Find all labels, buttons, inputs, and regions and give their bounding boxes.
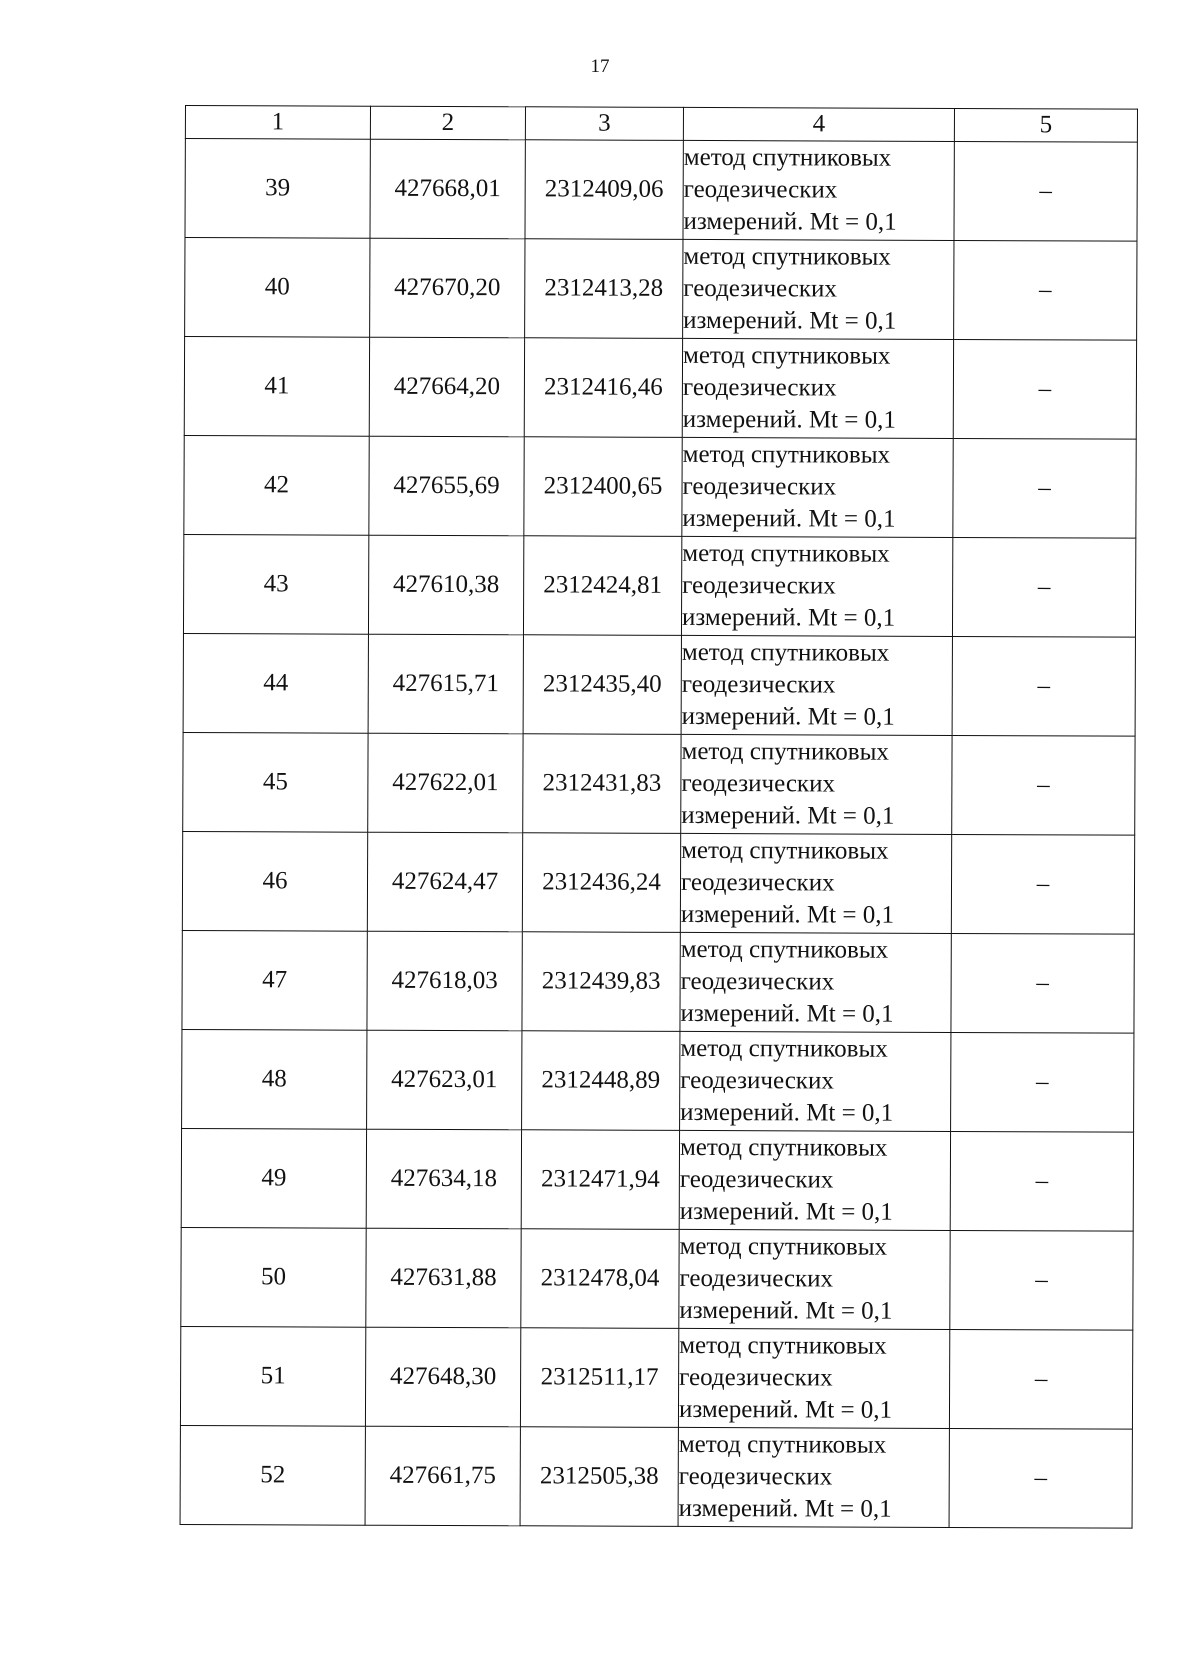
description-cell: – [953,438,1136,538]
description-cell: – [949,1428,1132,1528]
x-coordinate-cell: 427631,88 [366,1228,521,1328]
method-cell [678,1427,949,1527]
method-cell [680,932,951,1032]
x-coordinate-cell: 427668,01 [370,139,525,239]
page-number: 17 [590,56,610,77]
method-line: измерений. Mt = 0,1 [678,1395,893,1424]
description-cell: – [953,339,1136,439]
column-header-4: 4 [683,107,954,141]
table-row [183,732,1135,835]
description-cell: – [950,1131,1133,1231]
method-cell [679,1229,950,1329]
y-coordinate-cell: 2312435,40 [523,635,681,735]
method-line: метод спутниковых [679,1133,888,1162]
method-line: геодезических [679,1363,833,1392]
point-number-cell: 43 [183,534,368,634]
x-coordinate-cell: 427670,20 [370,238,525,338]
description-cell: – [951,933,1134,1033]
point-number-cell: 41 [184,337,369,437]
method-line: измерений. Mt = 0,1 [682,405,896,434]
point-number-cell: 51 [180,1326,365,1426]
x-coordinate-cell: 427664,20 [369,337,524,437]
method-line: метод спутниковых [681,638,890,667]
y-coordinate-cell: 2312505,38 [520,1427,678,1527]
description-cell: – [951,1032,1134,1132]
y-coordinate-cell: 2312478,04 [521,1229,679,1329]
method-line: измерений. Mt = 0,1 [682,504,896,533]
method-line: геодезических [678,1462,833,1491]
method-cell [681,536,952,636]
method-line: метод спутниковых [680,935,889,964]
method-line: геодезических [679,1264,834,1293]
table-row [180,1326,1132,1429]
point-number-cell: 52 [180,1425,365,1525]
method-line: метод спутниковых [680,1034,888,1063]
description-cell: – [952,537,1135,637]
x-coordinate-cell: 427634,18 [366,1129,521,1229]
method-cell [680,833,951,933]
table-row [185,238,1137,341]
table-row [183,633,1135,736]
method-line: метод спутниковых [679,1232,888,1261]
point-number-cell: 39 [185,139,370,239]
method-cell [678,1328,949,1428]
table-row [183,534,1135,637]
x-coordinate-cell: 427655,69 [369,436,524,536]
description-cell: – [951,834,1134,934]
method-line: измерений. Mt = 0,1 [679,1296,893,1325]
method-line: измерений. Mt = 0,1 [683,306,897,335]
point-number-cell: 42 [184,435,369,535]
y-coordinate-cell: 2312471,94 [521,1130,679,1230]
method-line: метод спутниковых [678,1430,887,1459]
y-coordinate-cell: 2312409,06 [525,140,683,240]
x-coordinate-cell: 427661,75 [365,1426,520,1526]
point-number-cell: 49 [181,1128,366,1228]
y-coordinate-cell: 2312436,24 [522,833,680,933]
method-cell [682,437,953,537]
method-line: измерений. Mt = 0,1 [680,999,894,1028]
method-line: измерений. Mt = 0,1 [683,207,897,236]
x-coordinate-cell: 427623,01 [367,1030,522,1130]
method-line: метод спутниковых [682,539,890,568]
description-cell: – [954,141,1137,241]
y-coordinate-cell: 2312413,28 [525,239,683,339]
description-cell: – [949,1329,1132,1429]
method-line: метод спутниковых [682,440,891,469]
table-row [181,1227,1133,1330]
method-line: геодезических [680,1066,834,1095]
method-line: измерений. Mt = 0,1 [681,801,895,830]
y-coordinate-cell: 2312424,81 [523,536,681,636]
description-cell: – [950,1230,1133,1330]
x-coordinate-cell: 427624,47 [367,832,522,932]
method-line: метод спутниковых [683,242,891,271]
y-coordinate-cell: 2312431,83 [523,734,681,834]
table-row [185,139,1137,242]
method-line: геодезических [683,175,838,204]
column-header-3: 3 [525,107,683,141]
point-number-cell: 50 [181,1227,366,1327]
method-line: геодезических [682,373,837,402]
method-cell [679,1130,950,1230]
point-number-cell: 48 [182,1029,367,1129]
table-row [181,1128,1133,1231]
method-line: геодезических [680,868,835,897]
method-line: метод спутниковых [681,737,889,766]
method-line: измерений. Mt = 0,1 [681,702,895,731]
y-coordinate-cell: 2312511,17 [520,1328,678,1428]
table-row [184,337,1136,440]
method-line: геодезических [682,571,836,600]
method-line: геодезических [679,1165,834,1194]
y-coordinate-cell: 2312439,83 [522,932,680,1032]
table-row [180,1425,1132,1528]
column-header-5: 5 [954,108,1137,142]
method-line: геодезических [680,967,835,996]
method-line: измерений. Mt = 0,1 [678,1494,892,1523]
x-coordinate-cell: 427610,38 [368,535,523,635]
x-coordinate-cell: 427648,30 [365,1327,520,1427]
column-header-2: 2 [370,106,525,140]
y-coordinate-cell: 2312400,65 [524,437,682,537]
method-line: измерений. Mt = 0,1 [680,900,895,929]
column-header-1: 1 [185,106,370,140]
method-cell [683,140,954,240]
method-line: геодезических [681,670,836,699]
x-coordinate-cell: 427622,01 [368,733,523,833]
description-cell: – [952,636,1135,736]
method-line: измерений. Mt = 0,1 [681,603,896,632]
point-number-cell: 45 [183,732,368,832]
point-number-cell: 46 [182,831,367,931]
point-number-cell: 40 [185,238,370,338]
x-coordinate-cell: 427615,71 [368,634,523,734]
method-cell [681,635,952,735]
table-row [184,435,1136,538]
table-row [182,930,1134,1033]
method-line: метод спутниковых [679,1331,887,1360]
y-coordinate-cell: 2312416,46 [524,338,682,438]
method-line: измерений. Mt = 0,1 [680,1098,894,1127]
method-cell [682,338,953,438]
method-line: геодезических [682,472,837,501]
table-header-row [185,106,1137,143]
method-line: измерений. Mt = 0,1 [679,1197,893,1226]
description-cell: – [952,735,1135,835]
y-coordinate-cell: 2312448,89 [522,1031,680,1131]
method-cell [683,239,954,339]
method-cell [680,1031,951,1131]
method-line: метод спутниковых [682,341,891,370]
method-line: метод спутниковых [683,143,892,172]
point-number-cell: 47 [182,930,367,1030]
method-line: геодезических [681,769,836,798]
coordinates-table [180,105,1138,1529]
x-coordinate-cell: 427618,03 [367,931,522,1031]
method-line: геодезических [683,274,837,303]
table-row [182,1029,1134,1132]
method-cell [681,734,952,834]
point-number-cell: 44 [183,633,368,733]
method-line: метод спутниковых [681,836,889,865]
table-body [180,139,1137,1529]
table-row [182,831,1134,934]
description-cell: – [954,240,1137,340]
